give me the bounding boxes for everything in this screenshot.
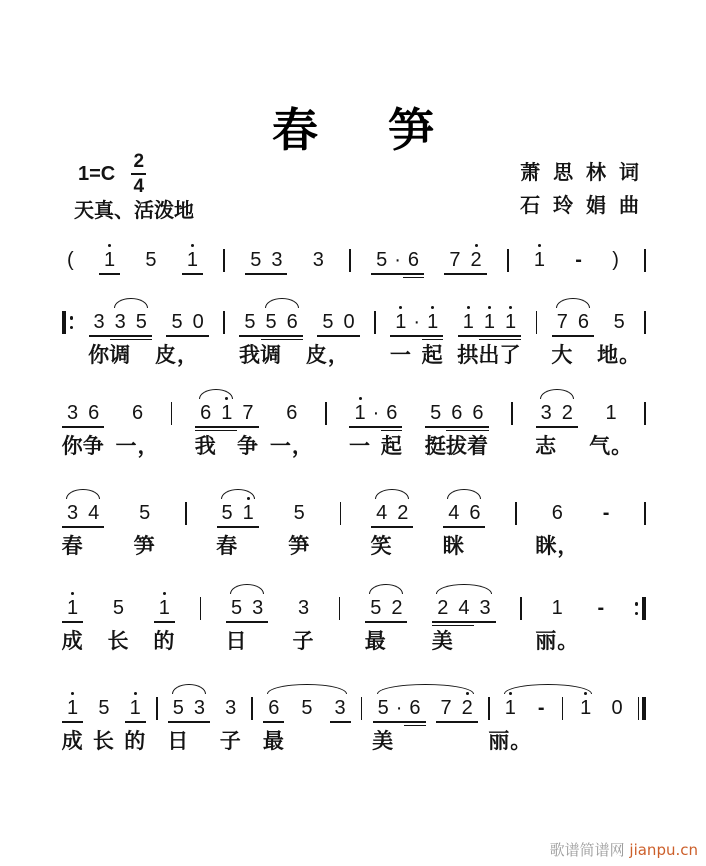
lyric-syllable: 皮， <box>305 343 350 367</box>
time-denominator: 4 <box>133 176 145 197</box>
beam-group <box>155 311 208 367</box>
repeat-dots <box>634 597 640 620</box>
note-5: 5 我 <box>238 311 261 367</box>
octave-dot <box>71 692 74 695</box>
beam-group <box>389 311 444 367</box>
note-6: 6 我 <box>194 402 217 458</box>
note-5: 5 笋 <box>133 502 156 558</box>
note-4: 4 笑 <box>370 502 393 558</box>
note-1: 1 一 <box>349 402 370 425</box>
octave-dot <box>584 692 587 695</box>
augmentation-dot: · <box>413 311 421 333</box>
octave-dot <box>509 692 512 695</box>
note-6: 6 最 <box>262 697 285 753</box>
sustain-dash: - <box>537 697 545 719</box>
fraction-bar <box>131 173 146 175</box>
octave-dot <box>488 306 491 309</box>
lyric-syllable: 了 <box>499 343 522 367</box>
octave-dot <box>163 592 166 595</box>
lyric-syllable: 我 <box>238 343 261 367</box>
barline <box>361 697 363 720</box>
lyric-syllable: 眯 <box>442 534 465 558</box>
watermark <box>550 839 698 860</box>
note-5: 5 调 <box>260 311 283 367</box>
credits <box>520 156 642 222</box>
note-3: 3 调 <box>109 311 132 367</box>
note-5: 5 笋 <box>288 502 311 558</box>
slur-group <box>551 311 594 367</box>
note-6: 6 着 <box>466 402 489 458</box>
lyric-syllable: 日 <box>167 729 190 753</box>
note-3: 3 <box>189 697 210 720</box>
barline <box>520 597 522 620</box>
augmentation-dot: · <box>395 697 403 719</box>
notation-line <box>61 596 646 653</box>
notation-line <box>61 501 646 558</box>
note-7: 7 争 <box>236 402 259 458</box>
barline <box>223 311 225 334</box>
lyric-syllable: 丽。 <box>488 729 533 753</box>
note-1: 1 了 <box>500 311 521 334</box>
note-3: 3 <box>474 597 495 620</box>
sustain-dash: - <box>602 502 610 524</box>
note-4: 4 眯 <box>442 502 465 558</box>
lyric-syllable: 眯， <box>535 534 580 558</box>
lyric-syllable: 长 <box>92 729 115 753</box>
beam-group <box>371 249 424 272</box>
note-5: 5 <box>371 249 392 272</box>
note-6: 6 一， <box>269 402 314 458</box>
note-3: 3 子 <box>292 597 315 653</box>
note-1: 1 一 <box>390 311 411 334</box>
note-1: 1 成 <box>62 597 83 620</box>
slur-group <box>372 697 478 753</box>
lyric-syllable: 笋 <box>133 534 156 558</box>
lyric-syllable: 笑 <box>370 534 393 558</box>
slur-group <box>61 502 104 558</box>
slur-group <box>262 697 350 753</box>
slur-group <box>167 697 210 753</box>
octave-dot <box>359 397 362 400</box>
barline <box>644 311 646 334</box>
lyric-syllable: 最 <box>262 729 285 753</box>
lyric-syllable: 争 <box>236 434 259 458</box>
beam-group <box>194 402 259 458</box>
note-3: 3 你 <box>88 311 111 367</box>
note-4: 4 <box>83 502 104 525</box>
beam-group <box>457 311 522 367</box>
note-5: 5 春 <box>216 502 239 558</box>
lyric-syllable: 一 <box>389 343 412 367</box>
note-5: 5 日 <box>167 697 190 753</box>
note-5: 5 地。 <box>597 311 642 367</box>
lyric-syllable: 调 <box>109 343 132 367</box>
note-1: 1 <box>99 249 120 272</box>
note-5: 5 <box>145 249 157 271</box>
lyric-syllable: 你 <box>61 434 84 458</box>
note-1: 1 拱 <box>458 311 479 334</box>
barline <box>325 402 327 425</box>
note-2: 2 <box>465 249 486 272</box>
final-barline <box>638 697 646 720</box>
lyric-syllable: 成 <box>61 729 84 753</box>
note-0: 0 <box>338 311 359 334</box>
barline <box>374 311 376 334</box>
note-2: 2 <box>392 502 413 525</box>
site-url: jianpu.cn <box>629 841 698 859</box>
note-6: 6 起 <box>380 402 403 458</box>
lyric-syllable: 志 <box>535 434 558 458</box>
octave-dot <box>191 244 194 247</box>
octave-dot <box>509 306 512 309</box>
octave-dot <box>71 592 74 595</box>
lyric-syllable: 气。 <box>589 434 634 458</box>
slur-group <box>370 502 413 558</box>
lyric-syllable: 最 <box>364 629 387 653</box>
augmentation-dot: · <box>394 249 401 271</box>
barline <box>507 249 509 272</box>
key-signature: 1=C <box>78 162 116 185</box>
note-5: 5 皮， <box>305 311 350 367</box>
note-7: 7 <box>436 697 457 720</box>
lyric-syllable: 一， <box>115 434 160 458</box>
lyric-syllable: 我 <box>194 434 217 458</box>
note-3: 3 <box>312 249 324 271</box>
note-1: 1 <box>216 402 237 425</box>
octave-dot <box>399 306 402 309</box>
note-5: 5 挺 <box>424 402 447 458</box>
lyric-syllable: 皮， <box>155 343 200 367</box>
song-title: 春笋 <box>272 103 504 157</box>
octave-dot <box>467 306 470 309</box>
time-numerator: 2 <box>133 151 145 172</box>
note-6: 6 拔 <box>445 402 468 458</box>
octave-dot <box>466 692 469 695</box>
note-6: 6 <box>464 502 485 525</box>
note-1: 1 <box>182 249 203 272</box>
lyric-syllable: 出 <box>478 343 501 367</box>
note-1: 1 起 <box>422 311 443 334</box>
barline <box>251 697 253 720</box>
lyric-syllable: 起 <box>421 343 444 367</box>
note-5: 5 日 <box>225 597 248 653</box>
note-3: 3 <box>266 249 287 272</box>
note-3: 3 志 <box>535 402 558 458</box>
note-6: 6 一， <box>115 402 160 458</box>
lyric-syllable: 大 <box>551 343 574 367</box>
note-6: 6 争 <box>82 402 105 458</box>
beam-group <box>349 402 403 458</box>
beam-group <box>305 311 359 367</box>
lyric-syllable: 丽。 <box>535 629 580 653</box>
lyric-syllable: 一 <box>349 434 372 458</box>
repeat-start-barline <box>62 311 74 334</box>
note-5: 5 <box>131 311 152 334</box>
lyric-syllable: 子 <box>292 629 315 653</box>
barline <box>339 597 341 620</box>
note-1: 1 丽。 <box>500 697 521 720</box>
note-3: 3 <box>247 597 268 620</box>
repeat-dots <box>69 311 75 334</box>
beam-group <box>61 402 105 458</box>
note-6: 6 <box>403 249 424 272</box>
lyric-syllable: 争 <box>82 434 105 458</box>
note-6: 6 <box>573 311 594 334</box>
barline <box>515 502 517 525</box>
slur-group <box>109 311 152 367</box>
note-5: 5 长 <box>107 597 130 653</box>
note-5: 5 <box>245 249 266 272</box>
note-1: 1 气。 <box>589 402 634 458</box>
beam-group <box>238 311 302 367</box>
octave-dot <box>475 244 478 247</box>
notation-symbol: ( <box>67 249 74 271</box>
lyric-syllable: 挺 <box>424 434 447 458</box>
notation-line <box>62 248 646 272</box>
note-0: 0 <box>188 311 209 334</box>
slur-group <box>216 502 259 558</box>
note-5: 5 美 <box>372 697 395 753</box>
lyric-syllable: 美 <box>372 729 395 753</box>
lyric-syllable: 的 <box>124 729 147 753</box>
note-7: 7 大 <box>551 311 574 367</box>
octave-dot <box>247 497 250 500</box>
beam-group <box>436 697 478 720</box>
note-3: 3 你 <box>61 402 84 458</box>
note-6: 6 <box>282 311 303 334</box>
note-1: 1 <box>575 697 596 720</box>
slur-group <box>431 597 495 653</box>
slur-group <box>442 502 485 558</box>
barline <box>644 502 646 525</box>
note-1: 1 出 <box>479 311 500 334</box>
slur-group <box>488 697 597 753</box>
lyric-syllable: 成 <box>61 629 84 653</box>
lyric-syllable: 笋 <box>288 534 311 558</box>
note-3: 3 春 <box>61 502 84 558</box>
lyric-syllable: 调 <box>260 343 283 367</box>
barline <box>200 597 202 620</box>
barline <box>340 502 342 525</box>
lyric-syllable: 子 <box>219 729 242 753</box>
lyric-syllable: 春 <box>216 534 239 558</box>
lyricist-credit: 萧 思 林 词 <box>520 160 642 184</box>
beam-group <box>372 697 426 753</box>
lyric-syllable: 长 <box>107 629 130 653</box>
lyric-syllable: 一， <box>269 434 314 458</box>
barline <box>511 402 513 425</box>
lyric-syllable: 拔 <box>445 434 468 458</box>
note-2: 2 <box>386 597 407 620</box>
note-1: 1 的 <box>154 597 175 620</box>
lyric-syllable: 你 <box>88 343 111 367</box>
note-3: 3 子 <box>219 697 242 753</box>
barline <box>223 249 225 272</box>
lyric-syllable: 地。 <box>597 343 642 367</box>
octave-dot <box>134 692 137 695</box>
octave-dot <box>225 397 228 400</box>
note-2: 2 <box>457 697 478 720</box>
lyric-syllable: 起 <box>380 434 403 458</box>
slur-group <box>535 402 578 458</box>
beam-group <box>88 311 152 367</box>
notation-line <box>61 401 646 458</box>
slur-group <box>194 402 237 458</box>
lyric-syllable: 日 <box>225 629 248 653</box>
key-and-time <box>78 152 146 196</box>
notation-symbol: ) <box>612 249 619 271</box>
sustain-dash: - <box>597 597 605 619</box>
note-7: 7 <box>444 249 465 272</box>
note-1: 1 丽。 <box>535 597 580 653</box>
note-1: 1 的 <box>125 697 146 720</box>
barline <box>562 697 564 720</box>
octave-dot <box>431 306 434 309</box>
slur-group <box>364 597 407 653</box>
notation-line <box>61 696 646 753</box>
beam-group <box>424 402 489 458</box>
note-2: 2 <box>557 402 578 425</box>
lyric-syllable: 拱 <box>457 343 480 367</box>
barline <box>171 402 173 425</box>
barline <box>644 402 646 425</box>
note-5: 5 <box>301 697 313 719</box>
note-5: 5 长 <box>92 697 115 753</box>
augmentation-dot: · <box>372 402 380 424</box>
lyric-syllable: 春 <box>61 534 84 558</box>
tempo-marking: 天真、活泼地 <box>74 198 194 222</box>
note-1: 1 <box>238 502 259 525</box>
note-3: 3 <box>330 697 351 720</box>
note-6: 6 <box>404 697 425 720</box>
lyric-syllable: 美 <box>431 629 454 653</box>
note-2: 2 美 <box>431 597 454 653</box>
beam-group <box>245 249 287 272</box>
lyric-syllable: 着 <box>466 434 489 458</box>
lyric-syllable: 的 <box>153 629 176 653</box>
composer-credit: 石 玲 娟 曲 <box>520 193 642 217</box>
barline <box>536 311 538 334</box>
note-5: 5 最 <box>364 597 387 653</box>
note-5: 5 皮， <box>155 311 200 367</box>
sustain-dash: - <box>575 249 582 271</box>
site-name: 歌谱简谱网 <box>549 841 625 859</box>
barline <box>488 697 490 720</box>
repeat-end-barline <box>634 597 646 620</box>
octave-dot <box>108 244 111 247</box>
notation-line <box>62 310 646 367</box>
time-signature <box>131 152 146 196</box>
barline <box>156 697 158 720</box>
octave-dot <box>538 244 541 247</box>
note-4: 4 <box>453 597 474 620</box>
barline <box>644 249 646 272</box>
note-1: 1 <box>529 249 550 272</box>
note-6: 6 眯， <box>535 502 580 558</box>
slur-group <box>225 597 268 653</box>
barline <box>185 502 187 525</box>
note-0: 0 <box>611 697 623 719</box>
note-1: 1 成 <box>62 697 83 720</box>
slur-group <box>260 311 303 367</box>
barline <box>349 249 351 272</box>
beam-group <box>444 249 486 272</box>
